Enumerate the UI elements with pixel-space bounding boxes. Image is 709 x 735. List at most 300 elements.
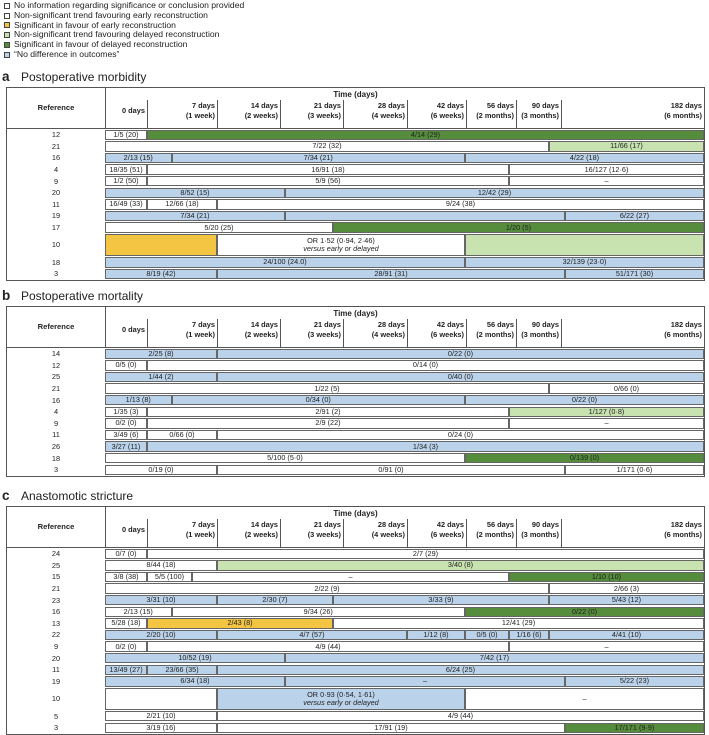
reference-number: 3 (53, 723, 59, 733)
outcome-value: 2/66 (3) (613, 583, 640, 593)
outcome-segment (465, 688, 704, 710)
outcome-segment (217, 372, 704, 383)
outcome-value: 2/43 (8) (227, 618, 253, 628)
column-header (407, 520, 466, 546)
column-header-period: (6 weeks) (430, 530, 464, 539)
column-header-days: 42 days (436, 320, 464, 329)
column-header (217, 520, 280, 546)
column-divider (466, 319, 467, 348)
column-divider (561, 319, 562, 348)
table-row (7, 383, 704, 395)
outcome-segment (465, 257, 704, 268)
section-title: Postoperative morbidity (21, 70, 147, 84)
outcome-value: 0/91 (0) (378, 464, 404, 474)
column-divider (147, 519, 148, 548)
table-row (7, 664, 704, 676)
outcome-value: 4/41 (10) (611, 629, 642, 639)
reference-number: 19 (51, 211, 61, 221)
column-header-days: 14 days (250, 101, 278, 110)
outcome-value: 0/2 (0) (115, 418, 137, 428)
outcome-value: 0/22 (0) (571, 606, 598, 616)
outcome-segment (105, 130, 147, 141)
table-row (7, 152, 704, 164)
reference-number: 21 (51, 384, 61, 394)
outcome-value: 5/100 (5·0) (267, 453, 303, 463)
column-header-period: (6 months) (664, 111, 702, 120)
outcome-value: 4/9 (44) (447, 711, 474, 721)
reference-number: 4 (53, 165, 59, 175)
outcome-segment (105, 618, 147, 629)
outcome-segment (105, 549, 147, 560)
legend-swatch (4, 3, 10, 9)
column-header-period: (6 weeks) (430, 111, 464, 120)
reference-number: 14 (51, 349, 61, 359)
outcome-value: 28/91 (31) (374, 268, 408, 278)
outcome-value: 2/7 (29) (412, 548, 439, 558)
column-header-period: (1 week) (185, 330, 215, 339)
column-header-period: (2 months) (476, 111, 514, 120)
column-divider (343, 519, 344, 548)
outcome-segment (147, 572, 192, 583)
column-header-days: 7 days (191, 520, 215, 529)
outcome-segment (147, 441, 704, 452)
outcome-segment (217, 665, 704, 676)
outcome-segment (147, 360, 704, 371)
table-row (7, 371, 704, 383)
outcome-segment (333, 595, 549, 606)
reference-number: 16 (51, 153, 61, 163)
outcome-segment (105, 141, 549, 152)
column-header (147, 320, 217, 346)
outcome-segment (549, 383, 704, 394)
outcome-value: 0/19 (0) (148, 464, 174, 474)
outcome-segment (105, 222, 333, 233)
outcome-segment (465, 395, 704, 406)
outcome-segment (285, 188, 704, 199)
outcome-segment (217, 349, 704, 360)
time-axis-label: Time (days) (333, 90, 378, 99)
outcome-segment (105, 349, 217, 360)
table-row (7, 360, 704, 372)
column-header (466, 320, 516, 346)
outcome-value: 12/41 (29) (501, 618, 536, 628)
column-header-days: 182 days (670, 520, 702, 529)
reference-number: 9 (53, 176, 59, 186)
outcome-value: 1/16 (6) (516, 629, 542, 639)
outcome-value: 1/5 (20) (113, 129, 139, 139)
reference-number: 21 (51, 141, 61, 151)
column-header-period: (3 weeks) (307, 111, 341, 120)
outcome-segment (333, 618, 704, 629)
legend-label: Significant in favour of early reconstruction (14, 19, 176, 30)
column-header-period: (2 weeks) (244, 330, 278, 339)
outcome-value: 32/139 (23·0) (562, 257, 607, 267)
column-header-days: 0 days (121, 106, 145, 115)
outcome-value: 11/66 (17) (610, 141, 643, 151)
outcome-value: 0/22 (0) (571, 395, 598, 405)
outcome-value: – (582, 693, 587, 703)
column-header (280, 320, 343, 346)
outcome-segment (509, 572, 704, 583)
outcome-comparison-note: versus early or delayed (303, 243, 379, 253)
outcome-value: 2/22 (9) (314, 583, 340, 593)
column-divider (217, 319, 218, 348)
table-row (7, 606, 704, 618)
reference-header: Reference (37, 522, 75, 531)
outcome-value: 6/24 (25) (445, 664, 476, 674)
outcome-segment (217, 199, 704, 210)
section-letter: c (2, 488, 10, 503)
column-header-period: (2 weeks) (244, 111, 278, 120)
table-row (7, 233, 704, 256)
column-divider (407, 519, 408, 548)
column-divider (466, 519, 467, 548)
table-row (7, 348, 704, 360)
column-header (147, 101, 217, 127)
outcome-segment (147, 418, 509, 429)
outcome-segment (105, 188, 285, 199)
outcome-segment (465, 153, 704, 164)
legend-swatch (4, 13, 10, 19)
outcome-value: 3/49 (6) (113, 429, 139, 439)
outcome-segment (147, 407, 509, 418)
legend-label: Significant in favour of delayed reconstruction (14, 39, 188, 50)
outcome-segment (105, 723, 217, 734)
column-header (343, 320, 407, 346)
table-row (7, 583, 704, 595)
legend-label: No information regarding significance or conclusion provided (14, 0, 245, 10)
column-header-period: (4 weeks) (371, 111, 405, 120)
outcome-value: 2/20 (10) (146, 629, 176, 639)
table-row (7, 418, 704, 430)
reference-number: 16 (51, 395, 61, 405)
outcome-value: – (348, 571, 353, 581)
column-divider (280, 100, 281, 129)
reference-number: 25 (51, 560, 61, 570)
table-row (7, 548, 704, 560)
legend-label: “No difference in outcomes” (14, 48, 120, 59)
reference-number: 10 (51, 240, 61, 250)
table-row (7, 429, 704, 441)
time-axis-label: Time (days) (333, 309, 378, 318)
outcome-segment (509, 418, 704, 429)
outcome-value: 16/91 (18) (311, 164, 345, 174)
outcome-segment (105, 153, 172, 164)
outcome-segment (465, 453, 704, 464)
outcome-value: 0/5 (0) (476, 629, 498, 639)
outcome-value: 8/52 (15) (180, 187, 210, 197)
outcome-value: 1/12 (8) (423, 629, 449, 639)
outcome-value: 2/9 (22) (315, 418, 341, 428)
outcome-value: 2/91 (2) (315, 406, 341, 416)
column-divider (280, 519, 281, 548)
column-header (561, 520, 704, 546)
column-header-period: (3 months) (521, 530, 559, 539)
column-header-days: 42 days (436, 101, 464, 110)
outcome-segment (565, 676, 704, 687)
outcome-segment (509, 164, 704, 175)
reference-number: 11 (52, 665, 60, 675)
column-header (516, 320, 561, 346)
table-row (7, 629, 704, 641)
section-letter: b (2, 288, 11, 303)
table-row (7, 618, 704, 630)
outcome-value: 2/13 (15) (123, 152, 153, 162)
column-header-period: (6 months) (664, 330, 702, 339)
outcome-segment (509, 641, 704, 652)
outcome-value: 0/7 (0) (115, 548, 137, 558)
outcome-value: 0/22 (0) (447, 348, 474, 358)
outcome-value: 5/9 (56) (315, 176, 341, 186)
outcome-value: OR 0·93 (0·54, 1·61) (307, 689, 375, 699)
reference-number: 10 (51, 694, 61, 704)
column-header-days: 42 days (436, 520, 464, 529)
outcome-segment (105, 164, 147, 175)
column-header (105, 520, 147, 546)
outcome-value: 8/19 (42) (146, 268, 176, 278)
outcome-value: 9/24 (38) (445, 199, 476, 209)
outcome-segment (509, 176, 704, 187)
outcome-value: 16/127 (12·6) (584, 164, 629, 174)
outcome-value: 12/66 (18) (165, 199, 199, 209)
column-divider (516, 319, 517, 348)
outcome-value: 5/22 (23) (619, 676, 650, 686)
outcome-segment (285, 676, 565, 687)
outcome-value: 4/14 (29) (410, 129, 441, 139)
outcome-value: 10/52 (19) (178, 653, 212, 663)
reference-number: 20 (51, 653, 61, 663)
column-header-period: (1 week) (185, 530, 215, 539)
table-row (7, 641, 704, 653)
column-divider (217, 519, 218, 548)
column-divider (147, 100, 148, 129)
outcome-value: 1/20 (5) (505, 222, 532, 232)
outcome-segment (105, 199, 147, 210)
outcome-segment (105, 711, 217, 722)
reference-number: 22 (51, 630, 61, 640)
outcome-value: – (422, 676, 428, 686)
outcome-value: 3/40 (8) (447, 560, 474, 570)
table-row (7, 464, 704, 476)
column-divider (516, 519, 517, 548)
table-row (7, 676, 704, 688)
column-header-days: 182 days (670, 101, 702, 110)
reference-number: 19 (51, 676, 61, 686)
outcome-value: 3/27 (11) (111, 441, 141, 451)
reference-number: 24 (51, 549, 61, 559)
outcome-segment (105, 572, 147, 583)
reference-number: 15 (51, 572, 61, 582)
column-header (561, 101, 704, 127)
outcome-value: 1/44 (2) (148, 371, 174, 381)
table-row (7, 560, 704, 572)
outcome-segment (549, 141, 704, 152)
outcome-segment (147, 549, 704, 560)
outcome-value: OR 1·52 (0·94, 2·46) (307, 235, 375, 245)
table-row (7, 452, 704, 464)
column-header (147, 520, 217, 546)
reference-number: 21 (51, 584, 61, 594)
column-header-days: 7 days (191, 320, 215, 329)
reference-number: 3 (53, 269, 59, 279)
outcome-segment (105, 641, 147, 652)
column-header (280, 101, 343, 127)
outcome-value: 1/2 (50) (113, 176, 139, 186)
column-header (280, 520, 343, 546)
column-divider (343, 319, 344, 348)
reference-number: 12 (51, 360, 61, 370)
outcome-value: 23/66 (35) (165, 664, 199, 674)
outcome-value: 4/9 (44) (315, 641, 341, 651)
outcome-segment (217, 465, 565, 476)
outcome-segment (465, 630, 509, 641)
column-divider (343, 100, 344, 129)
outcome-segment (333, 222, 704, 233)
outcome-value: 8/44 (18) (146, 560, 176, 570)
outcome-segment (105, 595, 217, 606)
column-header-days: 14 days (250, 520, 278, 529)
outcome-value: 24/100 (24.0) (263, 257, 307, 267)
reference-number: 23 (51, 595, 61, 605)
outcome-segment (565, 723, 704, 734)
reference-number: 18 (51, 257, 61, 267)
outcome-value: 3/8 (38) (113, 571, 139, 581)
outcome-value: 1/127 (0·8) (588, 406, 625, 416)
column-header (217, 320, 280, 346)
legend-swatch (4, 52, 10, 58)
outcome-value: 7/34 (21) (303, 152, 333, 162)
outcome-segment (105, 665, 147, 676)
outcome-segment (217, 430, 704, 441)
column-header (407, 101, 466, 127)
outcome-segment (217, 711, 704, 722)
column-header-period: (3 weeks) (307, 330, 341, 339)
outcome-segment (192, 572, 509, 583)
outcome-segment (217, 234, 465, 256)
outcome-segment (217, 688, 465, 710)
table-row (7, 141, 704, 153)
outcome-segment (105, 653, 285, 664)
reference-number: 17 (51, 223, 61, 233)
column-header-days: 0 days (121, 525, 145, 534)
column-header-days: 21 days (313, 520, 341, 529)
outcome-segment (105, 560, 217, 571)
table-row (7, 268, 704, 280)
column-divider (280, 319, 281, 348)
outcome-value: 0/40 (0) (447, 371, 474, 381)
outcome-segment (105, 583, 549, 594)
outcome-segment (105, 418, 147, 429)
outcome-value: 5/43 (12) (611, 595, 642, 605)
column-header-days: 90 days (531, 101, 559, 110)
outcome-segment (549, 583, 704, 594)
reference-number: 25 (51, 372, 61, 382)
column-header-period: (2 weeks) (244, 530, 278, 539)
column-divider (217, 100, 218, 129)
outcome-value: 2/21 (10) (146, 711, 176, 721)
outcome-value: 1/35 (3) (113, 406, 139, 416)
outcome-segment (172, 607, 466, 618)
table-row (7, 222, 704, 234)
legend-swatch (4, 42, 10, 48)
outcome-value: – (604, 641, 609, 651)
reference-header: Reference (37, 322, 75, 331)
reference-number: 13 (51, 618, 61, 628)
outcome-value: 5/5 (100) (154, 571, 185, 581)
column-header-days: 90 days (531, 320, 559, 329)
column-header (105, 320, 147, 346)
legend-swatch (4, 32, 10, 38)
outcome-segment (549, 630, 704, 641)
table-row (7, 652, 704, 664)
table-row (7, 406, 704, 418)
outcome-segment (105, 395, 172, 406)
outcome-value: 0/5 (0) (115, 360, 137, 370)
column-header-period: (4 weeks) (371, 330, 405, 339)
outcome-value: 1/22 (5) (314, 383, 340, 393)
outcome-value: 0/2 (0) (115, 641, 137, 651)
legend-label: Non-significant trend favouring early reconstruction (14, 9, 208, 20)
column-header-days: 56 days (486, 320, 514, 329)
outcome-segment (105, 676, 285, 687)
column-header (561, 320, 704, 346)
column-divider (561, 519, 562, 548)
column-header-period: (1 week) (185, 111, 215, 120)
outcome-segment (105, 360, 147, 371)
time-axis-label: Time (days) (333, 509, 378, 518)
outcome-segment (172, 395, 466, 406)
reference-number: 4 (53, 407, 59, 417)
outcome-segment (285, 653, 704, 664)
column-header-days: 14 days (250, 320, 278, 329)
outcome-value: 1/171 (0·6) (616, 464, 653, 474)
outcome-value: 0/14 (0) (412, 360, 439, 370)
section-title: Anastomotic stricture (21, 489, 134, 503)
outcome-value: 16/49 (33) (109, 199, 143, 209)
legend (4, 1, 244, 60)
outcome-segment (565, 465, 704, 476)
outcome-value: 2/25 (8) (148, 348, 174, 358)
outcome-segment (105, 176, 147, 187)
column-header (407, 320, 466, 346)
column-header (466, 520, 516, 546)
outcome-segment (565, 211, 704, 222)
outcome-value: 6/34 (18) (180, 676, 210, 686)
table-row (7, 722, 704, 734)
outcome-segment (465, 234, 704, 256)
reference-number: 18 (51, 453, 61, 463)
outcome-segment (105, 607, 172, 618)
table-row (7, 164, 704, 176)
reference-number: 9 (53, 642, 59, 652)
table-row (7, 210, 704, 222)
column-header-period: (6 months) (664, 530, 702, 539)
column-header (516, 520, 561, 546)
outcome-segment (565, 269, 704, 280)
outcome-value: 5/20 (25) (204, 222, 234, 232)
table-row (7, 199, 704, 211)
column-header (343, 101, 407, 127)
outcome-segment (217, 595, 333, 606)
reference-number: 11 (52, 430, 60, 440)
outcome-segment (105, 234, 217, 256)
column-divider (516, 100, 517, 129)
outcome-value: 9/34 (26) (303, 606, 333, 616)
column-divider (466, 100, 467, 129)
column-header-period: (2 months) (476, 530, 514, 539)
outcome-value: 3/19 (16) (146, 722, 176, 732)
outcome-segment (509, 407, 704, 418)
